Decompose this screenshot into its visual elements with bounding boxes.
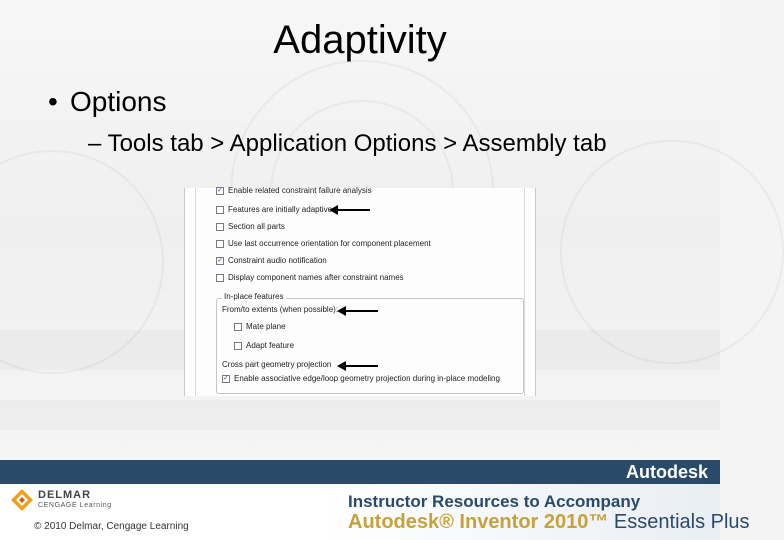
option-checkbox[interactable] (216, 240, 224, 248)
option-label: Display component names after constraint names (228, 273, 404, 282)
option-label: Section all parts (228, 222, 285, 231)
option-row[interactable] (216, 220, 285, 233)
annotation-arrow (344, 310, 378, 312)
publisher-name: DELMAR (38, 489, 92, 501)
option-label: Features are initially adaptive (228, 205, 333, 214)
annotation-arrow (336, 209, 370, 211)
option-row[interactable] (216, 184, 372, 197)
slide-footer (0, 460, 750, 540)
from-to-extents-label: From/to extents (when possible): (222, 305, 339, 314)
option-checkbox[interactable]: ✓ (217, 257, 223, 264)
adapt-feature-label: Adapt feature (246, 341, 295, 350)
bullet-marker: • (48, 86, 58, 117)
footer-band (0, 460, 720, 484)
adapt-feature-option[interactable] (234, 339, 294, 352)
option-checkbox[interactable] (216, 223, 224, 231)
option-row[interactable] (216, 254, 327, 267)
product-edition: Essentials Plus (608, 511, 750, 533)
option-label: Constraint audio notification (228, 256, 327, 265)
mate-plane-checkbox[interactable] (234, 323, 242, 331)
product-name: Autodesk® Inventor 2010™ (348, 511, 609, 533)
resources-line-2 (348, 511, 750, 534)
option-row[interactable] (216, 203, 332, 216)
slide-title: Adaptivity (273, 18, 447, 62)
cross-part-option-label: Enable associative edge/loop geometry projection during in-place modeling (234, 374, 500, 383)
cross-part-option[interactable] (222, 372, 500, 385)
adapt-feature-checkbox[interactable] (234, 342, 242, 350)
group-title: In-place features (224, 292, 284, 301)
mate-plane-label: Mate plane (246, 322, 286, 331)
option-label: Use last occurrence orientation for component placement (228, 239, 431, 248)
publisher-subtitle: CENGAGE Learning (38, 502, 112, 509)
option-checkbox[interactable] (216, 274, 224, 282)
annotation-arrow (344, 365, 378, 367)
cross-part-checkbox[interactable]: ✓ (223, 375, 229, 382)
resources-line-1: Instructor Resources to Accompany (348, 492, 641, 511)
bullet-options (48, 86, 167, 118)
sub-bullet-path: – Tools tab > Application Options > Assembly tab (88, 130, 607, 157)
option-checkbox[interactable]: ✓ (217, 187, 223, 194)
mate-plane-option[interactable] (234, 320, 286, 333)
autodesk-brand: Autodesk (625, 462, 708, 482)
copyright-text: © 2010 Delmar, Cengage Learning (34, 521, 189, 532)
option-checkbox[interactable] (216, 206, 224, 214)
footer-content (0, 484, 750, 540)
cross-part-label: Cross part geometry projection (222, 360, 332, 369)
bullet-text: Options (70, 86, 167, 117)
option-row[interactable] (216, 237, 431, 250)
option-row[interactable] (216, 271, 404, 284)
delmar-logo-icon (10, 488, 34, 512)
option-label: Enable related constraint failure analysis (228, 186, 372, 195)
